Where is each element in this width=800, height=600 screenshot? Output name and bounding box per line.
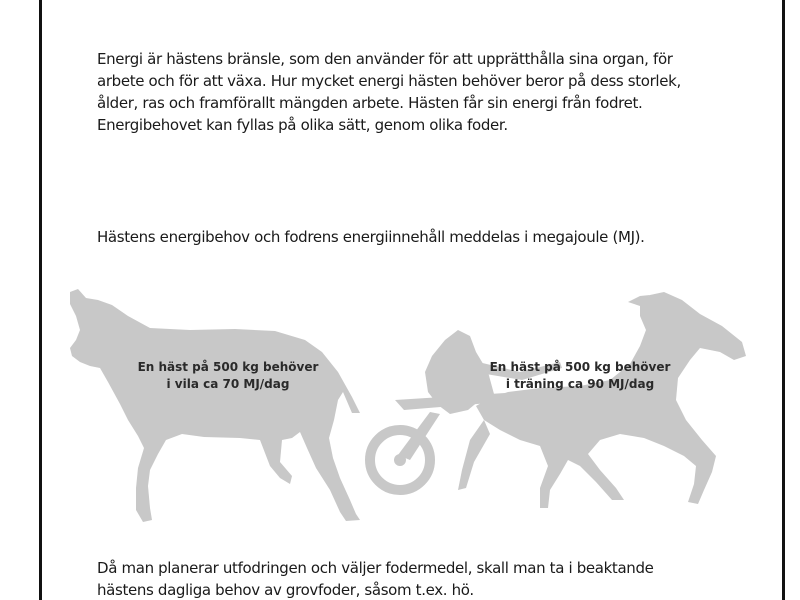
resting-horse-caption-line-2: i vila ca 70 MJ/dag: [166, 377, 290, 391]
energy-intro-line-4: Energibehovet kan fyllas på olika sätt, genom olika foder.: [97, 116, 508, 134]
energy-intro-line-1: Energi är hästens bränsle, som den använder för att upprätthålla sina organ, för: [97, 50, 673, 68]
energy-units-paragraph: [97, 226, 767, 248]
resting-horse-caption-line-1: En häst på 500 kg behöver: [137, 360, 319, 374]
feeding-planning-line-1: Då man planerar utfodringen och väljer fodermedel, skall man ta i beaktande: [97, 559, 654, 577]
left-page-border: [39, 0, 42, 600]
resting-horse-caption: [118, 359, 338, 393]
resting-horse-silhouette: [70, 289, 360, 522]
energy-units-line: Hästens energibehov och fodrens energiinnehåll meddelas i megajoule (MJ).: [97, 228, 645, 246]
training-horse-with-sulky-silhouette: [370, 292, 746, 508]
training-horse-caption-line-1: En häst på 500 kg behöver: [489, 360, 671, 374]
feeding-planning-paragraph: [97, 557, 767, 600]
training-horse-caption-line-2: i träning ca 90 MJ/dag: [505, 377, 655, 391]
horse-silhouettes-illustration: [60, 280, 760, 530]
training-horse-caption: [470, 359, 690, 393]
energy-intro-paragraph: [97, 48, 767, 136]
right-page-border: [782, 0, 785, 600]
energy-intro-line-3: ålder, ras och framförallt mängden arbete. Hästen får sin energi från fodret.: [97, 94, 643, 112]
feeding-planning-line-2: hästens dagliga behov av grovfoder, såsom t.ex. hö.: [97, 581, 474, 599]
energy-intro-line-2: arbete och för att växa. Hur mycket energi hästen behöver beror på dess storlek,: [97, 72, 681, 90]
